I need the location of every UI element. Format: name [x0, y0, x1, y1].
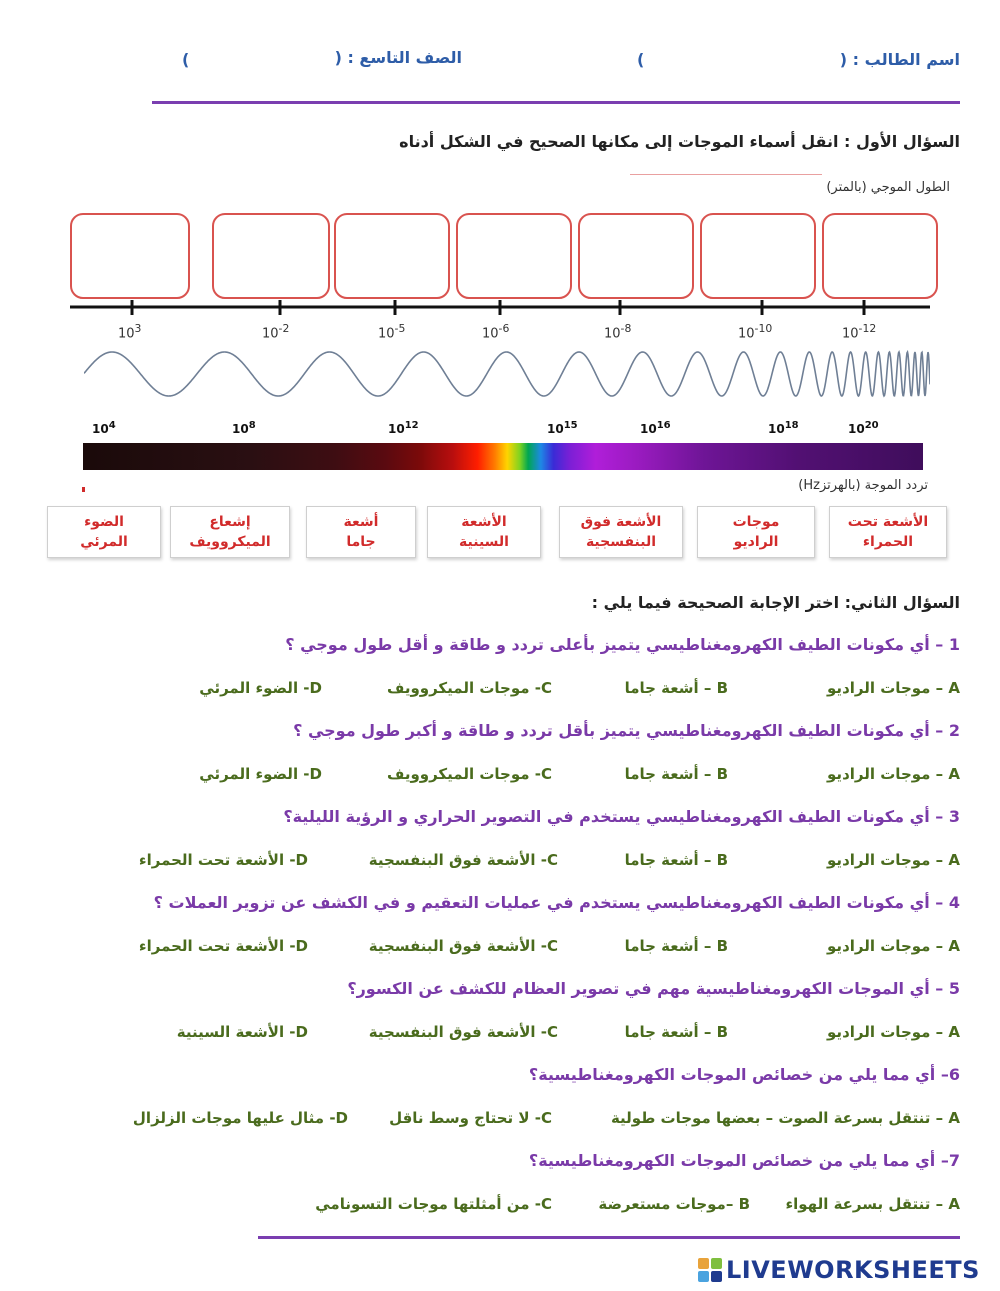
grade-close: ) — [182, 50, 190, 69]
logo-icon — [698, 1258, 722, 1282]
frequency-tick: $10^{16}$ — [640, 420, 671, 436]
question-item-2: 2 – أي مكونات الطيف الكهرومغناطيسي يتميز بأقل تردد و طاقة و أكبر طول موجي ؟ — [293, 721, 960, 740]
option-c[interactable]: C- الأشعة فوق البنفسجية — [368, 851, 558, 869]
frequency-tick: $10^{15}$ — [547, 420, 578, 436]
drop-box-3[interactable] — [334, 213, 450, 299]
drop-box-6[interactable] — [700, 213, 816, 299]
option-a[interactable]: A – موجات الراديو — [827, 765, 960, 783]
student-name-close: ) — [637, 50, 645, 69]
option-d[interactable]: D- مثال عليها موجات الزلزال — [132, 1109, 348, 1127]
drop-box-1[interactable] — [70, 213, 190, 299]
frequency-tick: $10^4$ — [92, 420, 116, 436]
red-mark — [82, 487, 85, 492]
chip-gamma-rays[interactable]: أشعة جاما — [306, 506, 416, 558]
question-1-title: السؤال الأول : انقل أسماء الموجات إلى مكانها الصحيح في الشكل أدناه — [399, 132, 960, 151]
chip-infrared[interactable]: الأشعة تحت الحمراء — [829, 506, 947, 558]
drop-box-7[interactable] — [822, 213, 938, 299]
spectrum-bar — [83, 443, 923, 470]
question-item-7: 7– أي مما يلي من خصائص الموجات الكهرومغناطيسية؟ — [528, 1151, 960, 1170]
wavelength-tick: $10^{-6}$ — [482, 322, 510, 342]
option-d[interactable]: D- الضوء المرئي — [199, 765, 322, 783]
option-b[interactable]: B – أشعة جاما — [624, 765, 728, 783]
drop-box-4[interactable] — [456, 213, 572, 299]
option-a[interactable]: A – موجات الراديو — [827, 1023, 960, 1041]
option-d[interactable]: D- الأشعة السينية — [176, 1023, 308, 1041]
option-b[interactable]: B – أشعة جاما — [624, 1023, 728, 1041]
decor-line — [630, 174, 822, 175]
frequency-tick: $10^{20}$ — [848, 420, 879, 436]
option-a[interactable]: A – تنتقل بسرعة الهواء — [785, 1195, 960, 1213]
question-2-title: السؤال الثاني: اختر الإجابة الصحيحة فيما يلي : — [591, 593, 960, 612]
option-b[interactable]: B – أشعة جاما — [624, 851, 728, 869]
frequency-tick: $10^{12}$ — [388, 420, 419, 436]
option-d[interactable]: D- الأشعة تحت الحمراء — [138, 937, 308, 955]
wavelength-tick: $10^{-8}$ — [604, 322, 632, 342]
logo-text: LIVEWORKSHEETS — [726, 1256, 980, 1284]
option-a[interactable]: A – تنتقل بسرعة الصوت – بعضها موجات طولية — [610, 1109, 960, 1127]
option-c[interactable]: C- الأشعة فوق البنفسجية — [368, 1023, 558, 1041]
option-a[interactable]: A – موجات الراديو — [827, 679, 960, 697]
question-item-4: 4 – أي مكونات الطيف الكهرومغناطيسي يستخدم في عمليات التعقيم و في الكشف عن تزوير العملات ؟ — [153, 893, 960, 912]
chip-visible-light[interactable]: الضوء المرئي — [47, 506, 161, 558]
wavelength-tick: $10^{-12}$ — [842, 322, 877, 342]
wavelength-tick: $10^3$ — [118, 322, 142, 342]
option-b[interactable]: B – أشعة جاما — [624, 937, 728, 955]
header-divider — [152, 101, 960, 104]
option-c[interactable]: C- من أمثلتها موجات التسونامي — [315, 1195, 552, 1213]
liveworksheets-logo — [698, 1255, 980, 1285]
option-c[interactable]: C- لا تحتاج وسط ناقل — [389, 1109, 552, 1127]
option-d[interactable]: D- الضوء المرئي — [199, 679, 322, 697]
drop-box-2[interactable] — [212, 213, 330, 299]
frequency-tick: $10^8$ — [232, 420, 256, 436]
wave-graphic — [84, 346, 930, 402]
chip-microwave[interactable]: إشعاع الميكروويف — [170, 506, 290, 558]
drop-box-5[interactable] — [578, 213, 694, 299]
wavelength-tick: $10^{-5}$ — [378, 322, 406, 342]
option-d[interactable]: D- الأشعة تحت الحمراء — [138, 851, 308, 869]
grade-label: الصف التاسع : ( — [334, 48, 462, 67]
option-a[interactable]: A – موجات الراديو — [827, 851, 960, 869]
wavelength-tick: $10^{-2}$ — [262, 322, 290, 342]
student-name-label: اسم الطالب : ( — [839, 50, 960, 69]
chip-ultraviolet[interactable]: الأشعة فوق البنفسجية — [559, 506, 683, 558]
option-c[interactable]: C- الأشعة فوق البنفسجية — [368, 937, 558, 955]
chip-radio-waves[interactable]: موجات الراديو — [697, 506, 815, 558]
option-c[interactable]: C- موجات الميكروويف — [386, 679, 552, 697]
option-c[interactable]: C- موجات الميكروويف — [386, 765, 552, 783]
chip-x-rays[interactable]: الأشعة السينية — [427, 506, 541, 558]
question-item-1: 1 – أي مكونات الطيف الكهرومغناطيسي يتميز بأعلى تردد و طاقة و أقل طول موجي ؟ — [285, 635, 960, 654]
question-item-5: 5 – أي الموجات الكهرومغناطيسية مهم في تصوير العظام للكشف عن الكسور؟ — [347, 979, 960, 998]
wavelength-tick: $10^{-10}$ — [738, 322, 773, 342]
option-b[interactable]: B – أشعة جاما — [624, 679, 728, 697]
wavelength-axis-label: الطول الموجي (بالمتر) — [826, 180, 950, 195]
option-b[interactable]: B –موجات مستعرضة — [598, 1195, 750, 1213]
wavelength-axis — [60, 298, 940, 318]
frequency-axis-label: تردد الموجة (بالهرتزHz) — [798, 478, 928, 493]
frequency-tick: $10^{18}$ — [768, 420, 799, 436]
question-item-6: 6– أي مما يلي من خصائص الموجات الكهرومغناطيسية؟ — [528, 1065, 960, 1084]
question-item-3: 3 – أي مكونات الطيف الكهرومغناطيسي يستخدم في التصوير الحراري و الرؤية الليلية؟ — [283, 807, 960, 826]
footer-divider — [258, 1236, 960, 1239]
option-a[interactable]: A – موجات الراديو — [827, 937, 960, 955]
